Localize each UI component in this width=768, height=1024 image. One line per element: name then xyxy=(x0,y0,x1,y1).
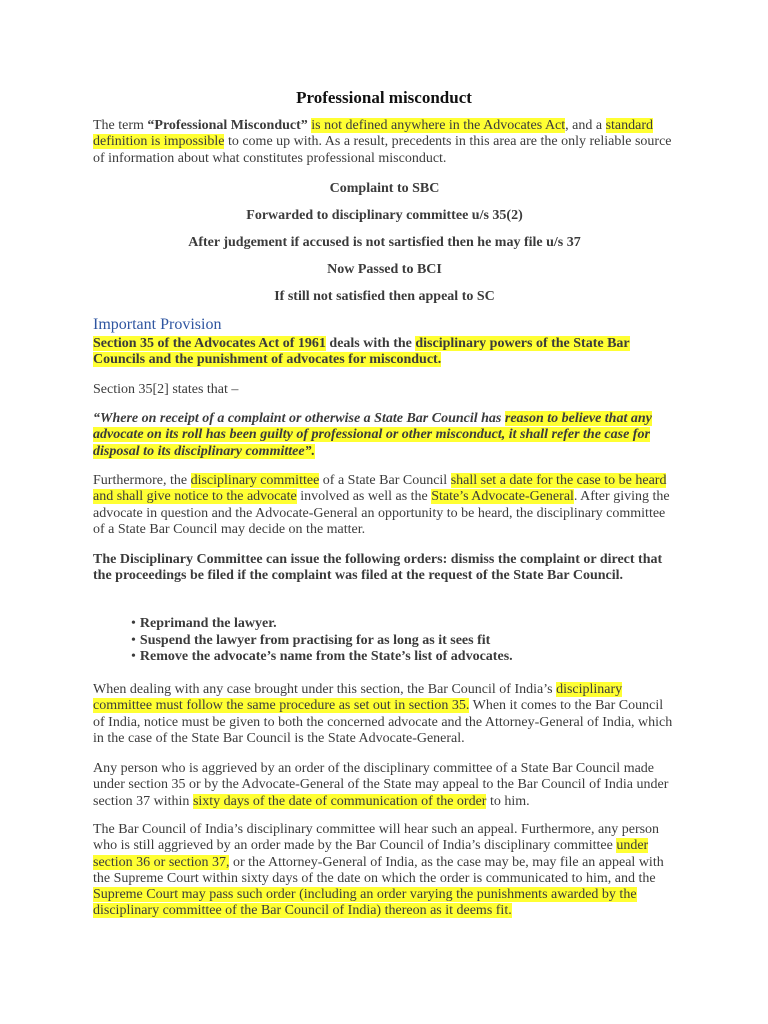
para-text: to him. xyxy=(486,793,530,809)
para-text: The Bar Council of India’s disciplinary committee will hear such an appeal. Furthermore, any person who is still aggrieved by an order made by the Bar Council of India’s disciplinary committee xyxy=(93,822,660,854)
intro-text: , and a xyxy=(565,118,606,133)
intro-text: to come up with. As a result, precedents in this area are the only reliable source of information about what constitutes professional misconduct. xyxy=(93,134,672,166)
highlight: shall set a date for the case to be heard and shall give notice to the advocate xyxy=(93,473,667,505)
para-text: involved as well as the xyxy=(296,489,432,505)
highlight: Section 35 of the Advocates Act of 1961 xyxy=(93,336,326,351)
flow-step-4: Now Passed to BCI xyxy=(327,262,442,277)
quote-paragraph xyxy=(93,411,676,460)
para-text: or the Attorney-General of India, as the case may be, may file an appeal with the Supreme Court within sixty days of the date on which the order is communicated to him, and the xyxy=(93,854,664,886)
aggrieved-paragraph xyxy=(93,761,676,810)
highlight: State’s Advocate-General xyxy=(431,489,574,505)
list-item: • Reprimand the lawyer. xyxy=(131,616,676,633)
section35-intro: Section 35[2] states that – xyxy=(93,382,239,397)
provision-paragraph xyxy=(93,336,676,369)
intro-paragraph xyxy=(93,118,676,167)
highlight: sixty days of the date of communication of the order xyxy=(192,793,487,809)
section-heading: Important Provision xyxy=(93,316,222,333)
orders-intro: The Disciplinary Committee can issue the following orders: dismiss the complaint or direct that the proceedings be filed if the complaint was filed at the request of the State Bar Council. xyxy=(93,552,663,584)
intro-text: The term xyxy=(93,118,148,133)
para-text: Furthermore, the xyxy=(93,473,191,488)
orders-list xyxy=(93,616,676,666)
para-text: of a State Bar Council xyxy=(319,473,451,488)
highlight: reason to believe that any advocate on its roll has been guilty of professional or other misconduct, it shall refer the case for disposal to its disciplinary committee”. xyxy=(93,411,652,459)
intro-term: “Professional Misconduct” xyxy=(147,118,308,133)
para-text: When dealing with any case brought under this section, the Bar Council of India’s xyxy=(93,682,557,697)
para-text: Any person who is aggrieved by an order of the disciplinary committee of a State Bar Council made under section 35 or by the Advocate-General of the State may appeal to the Bar Council of India under section 37 within xyxy=(93,761,669,809)
highlight: disciplinary committee xyxy=(190,473,320,488)
flow-step-3: After judgement if accused is not sartisfied then he may file u/s 37 xyxy=(188,235,581,250)
para-text: . After giving the advocate in question and the Advocate-General an opportunity to be heard, the disciplinary committee of a State Bar Council may decide on the matter. xyxy=(93,489,670,537)
list-item: • Remove the advocate’s name from the State’s list of advocates. xyxy=(131,649,676,666)
highlight: disciplinary powers of the State Bar Councils and the punishment of advocates for misconduct. xyxy=(93,336,630,368)
para-text: When it comes to the Bar Council of India, notice must be given to both the concerned advocate and the Attorney-General of India, which in the case of the State Bar Council is the State Advocate-General. xyxy=(93,698,673,746)
highlight: under section 36 or section 37, xyxy=(93,838,649,870)
provision-text: deals with the xyxy=(325,336,416,351)
flow-step-1: Complaint to SBC xyxy=(329,181,440,196)
page-title: Professional misconduct xyxy=(296,88,472,107)
highlight: standard definition is impossible xyxy=(93,118,654,150)
quote-text: “Where on receipt of a complaint or otherwise a State Bar Council has xyxy=(93,411,505,426)
highlight: disciplinary committee must follow the same procedure as set out in section 35. xyxy=(93,682,623,714)
list-item: • Suspend the lawyer from practising for as long as it sees fit xyxy=(131,633,676,650)
furthermore-paragraph xyxy=(93,473,676,538)
flow-step-2: Forwarded to disciplinary committee u/s 35(2) xyxy=(246,208,523,223)
flow-step-5: If still not satisfied then appeal to SC xyxy=(274,289,495,304)
bci-paragraph xyxy=(93,682,676,747)
appeal-paragraph xyxy=(93,822,676,920)
highlight: Supreme Court may pass such order (including an order varying the punishments awarded by the disciplinary committee of the Bar Council of India) thereon as it deems fit. xyxy=(93,887,637,919)
highlight: is not defined anywhere in the Advocates Act xyxy=(311,118,566,133)
